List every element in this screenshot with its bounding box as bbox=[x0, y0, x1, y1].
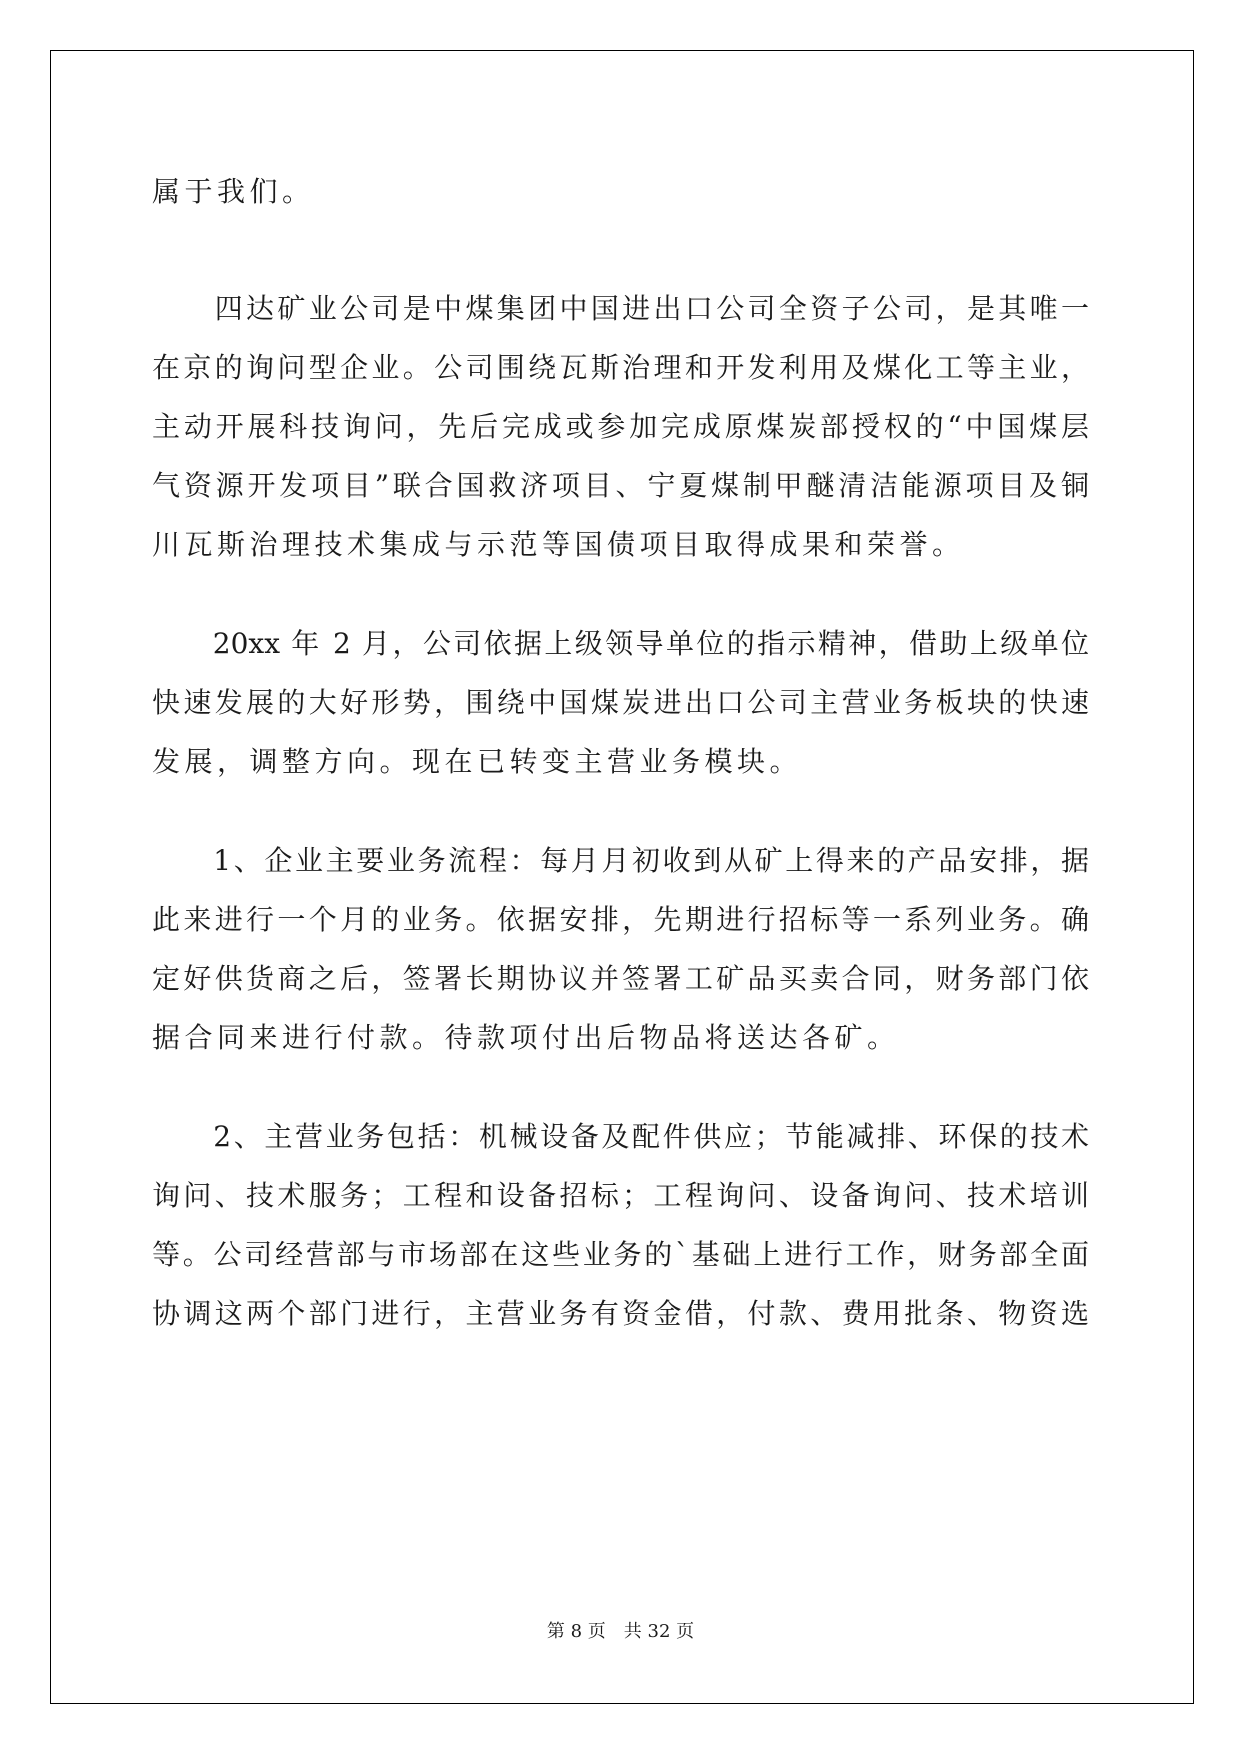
text-line: 气资源开发项目”联合国救济项目、宁夏煤制甲醚清洁能源项目及铜 bbox=[152, 469, 1089, 502]
text-line: 据合同来进行付款。待款项付出后物品将送达各矿。 bbox=[152, 1021, 900, 1054]
text-line: 2、主营业务包括：机械设备及配件供应；节能减排、环保的技术 bbox=[152, 1120, 1089, 1153]
text-line: 四达矿业公司是中煤集团中国进出口公司全资子公司，是其唯一 bbox=[152, 292, 1089, 325]
text-line: 主动开展科技询问，先后完成或参加完成原煤炭部授权的“中国煤层 bbox=[152, 410, 1089, 443]
text-line: 20xx 年 2 月，公司依据上级领导单位的指示精神，借助上级单位 bbox=[152, 627, 1089, 660]
text-line: 等。公司经营部与市场部在这些业务的`基础上进行工作，财务部全面 bbox=[152, 1238, 1089, 1271]
text-line: 属于我们。 bbox=[152, 175, 315, 208]
text-line: 1、企业主要业务流程：每月月初收到从矿上得来的产品安排，据 bbox=[152, 844, 1089, 877]
text-line: 发展，调整方向。现在已转变主营业务模块。 bbox=[152, 745, 803, 778]
text-line: 询问、技术服务；工程和设备招标；工程询问、设备询问、技术培训 bbox=[152, 1179, 1089, 1212]
page-footer: 第 8 页 共 32 页 bbox=[546, 1621, 695, 1642]
text-line: 定好供货商之后，签署长期协议并签署工矿品买卖合同，财务部门依 bbox=[152, 962, 1089, 995]
text-line: 协调这两个部门进行，主营业务有资金借，付款、费用批条、物资选 bbox=[152, 1297, 1089, 1330]
text-line: 此来进行一个月的业务。依据安排，先期进行招标等一系列业务。确 bbox=[152, 903, 1089, 936]
text-line: 在京的询问型企业。公司围绕瓦斯治理和开发利用及煤化工等主业， bbox=[152, 351, 1089, 384]
text-line: 快速发展的大好形势，围绕中国煤炭进出口公司主营业务板块的快速 bbox=[152, 686, 1089, 719]
text-line: 川瓦斯治理技术集成与示范等国债项目取得成果和荣誉。 bbox=[152, 528, 965, 561]
